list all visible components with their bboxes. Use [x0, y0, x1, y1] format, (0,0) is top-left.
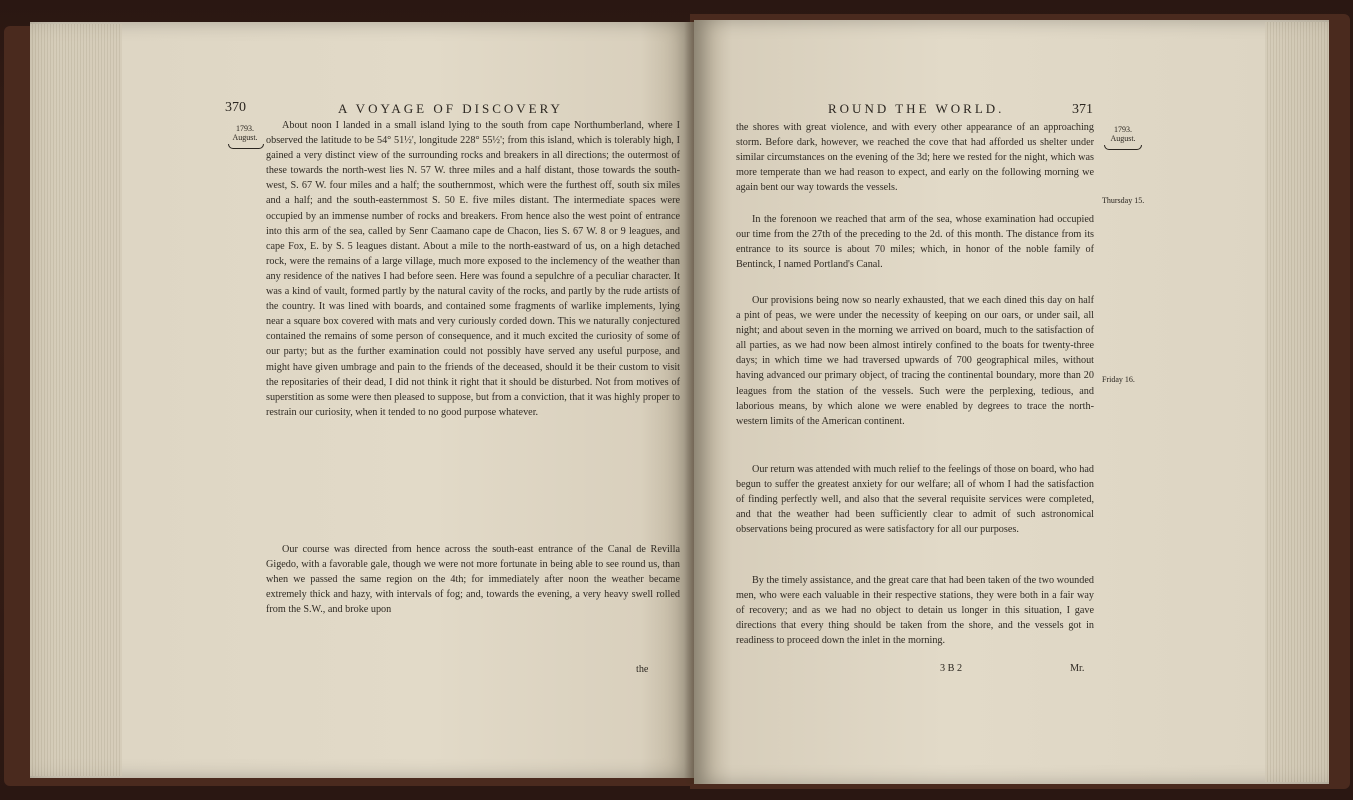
- right-paragraph-2: In the forenoon we reached that arm of the sea, whose examination had occupied our time from the 27th of the preceding to the 2d. of this month. The distance from its entrance to its source is about 70 miles; which, in honor of the noble family of Bentinck, I named Portland's Canal.: [736, 214, 1094, 271]
- left-margin-month: August.: [232, 133, 258, 142]
- right-paragraph-3: Our provisions being now so nearly exhausted, that we each dined this day on half a pint of peas, we were under the necessity of keeping on our oars, or under sail, all night; and about seven in the morning we arrived on board, much to the satisfaction of all parties, as we had now been almost intirely confined to the boats for twenty-three days; in which time we had traversed upwards of 700 geographical miles, without having advanced our primary object, of tracing the continental boundary, more than 20 leagues from the station of the vessels. Such were the perplexing, tedious, and laborious means, by which alone we were enabled by degrees to trace the north-western limits of the American continent.: [736, 295, 1094, 427]
- right-margin-date: [1103, 125, 1143, 143]
- right-margin-month: August.: [1110, 134, 1136, 143]
- right-page-edges: [1265, 22, 1329, 782]
- left-paragraph-1: About noon I landed in a small island lying to the south from cape Northumberland, where I observed the latitude to be 54° 51½', longitude 228° 55½'; from this island, which is tolerably high, I gained a very distinct view of the surrounding rocks and breakers in all directions; the outermost of these towards the north-west lies N. 57 W. three miles and a half distant, those towards the south-west, S. 67 W. four miles and a half; the southernmost, which were the furthest off, south six miles and a half; and the south-easternmost S. 50 E. five miles distant. The intermediate spaces were occupied by an immense number of rocks and breakers. From hence also the west point of entrance into this arm of the sea, called by Senr Caamano cape de Chacon, lies S. 67 W. 8 or 9 leagues, and cape Fox, E. by S. 5 leagues distant. About a mile to the north-eastward of us, on a high detached rock, were the remains of a large village, much more exposed to the inclemency of the weather than any residence of the natives I had before seen. Here was found a sepulchre of a peculiar character. It was a kind of vault, formed partly by the natural cavity of the rocks, and partly by the rude artists of the country. It was lined with boards, and contained some fragments of warlike implements, lying near a square box covered with mats and very curiously corded down. This we naturally conjectured contained the remains of some person of consequence, and it much excited the curiosity of some of our party; but as the further examination could not possibly have served any useful purpose, and might have given umbrage and pain to the friends of the deceased, should it be their custom to visit the repositaries of their dead, I did not think it right that it should be disturbed. Not from motives of superstition as some were then pleased to suppose, but from a conviction, that it was highly proper to restrain our curiosity, when it tended to no good purpose whatever.: [266, 120, 680, 418]
- left-page-edges: [30, 24, 122, 776]
- left-catchword: the: [636, 664, 649, 675]
- right-signature: 3 B 2: [940, 663, 963, 674]
- right-page-number: 371: [1072, 102, 1093, 117]
- margin-note-friday: Friday 16.: [1102, 375, 1135, 384]
- left-page-number: 370: [225, 100, 246, 115]
- left-paragraph-2: Our course was directed from hence across the south-east entrance of the Canal de Revilla Gigedo, with a favorable gale, though we were not more fortunate in being able to see round us, than when we passed the same region on the 4th; for immediately after noon the weather became extremely thick and hazy, with intervals of fog; and, towards the evening, a very heavy swell rolled from the S.W., and broke upon: [266, 544, 680, 616]
- right-margin-brace: [1104, 145, 1142, 150]
- left-margin-brace: [228, 144, 264, 149]
- right-paragraph-5: By the timely assistance, and the great care that had been taken of the two wounded men, who were each valuable in their respective stations, they were both in a fair way of recovery; and as we had no object to detain us longer in this situation, I gave directions that every thing should be taken from the shore, and the vessels got in readiness to proceed down the inlet in the morning.: [736, 575, 1094, 647]
- right-running-head: ROUND THE WORLD.: [828, 101, 1005, 116]
- left-margin-year: 1793.: [236, 124, 254, 133]
- right-paragraph-1: the shores with great violence, and with every other appearance of an approaching storm. Before dark, however, we reached the cove that had afforded us shelter under similar circumstances on the evening of the 3d; here we rested for the night, which was more temperate than we had reason to expect, and early on the following morning we again bent our way towards the vessels.: [736, 122, 1094, 194]
- left-margin-date: [226, 124, 264, 142]
- right-margin-year: 1793.: [1114, 125, 1132, 134]
- right-paragraph-4: Our return was attended with much relief to the feelings of those on board, who had begun to suffer the greatest anxiety for our welfare; all of whom I had the satisfaction of finding perfectly well, and also that the several requisite services were completed, and that the weather had been sufficiently clear to admit of such astronomical observations being procured as were satisfactory for all our purposes.: [736, 464, 1094, 536]
- margin-note-thursday: Thursday 15.: [1102, 196, 1145, 205]
- left-running-head: A VOYAGE OF DISCOVERY: [338, 101, 563, 116]
- right-catchword: Mr.: [1070, 663, 1085, 674]
